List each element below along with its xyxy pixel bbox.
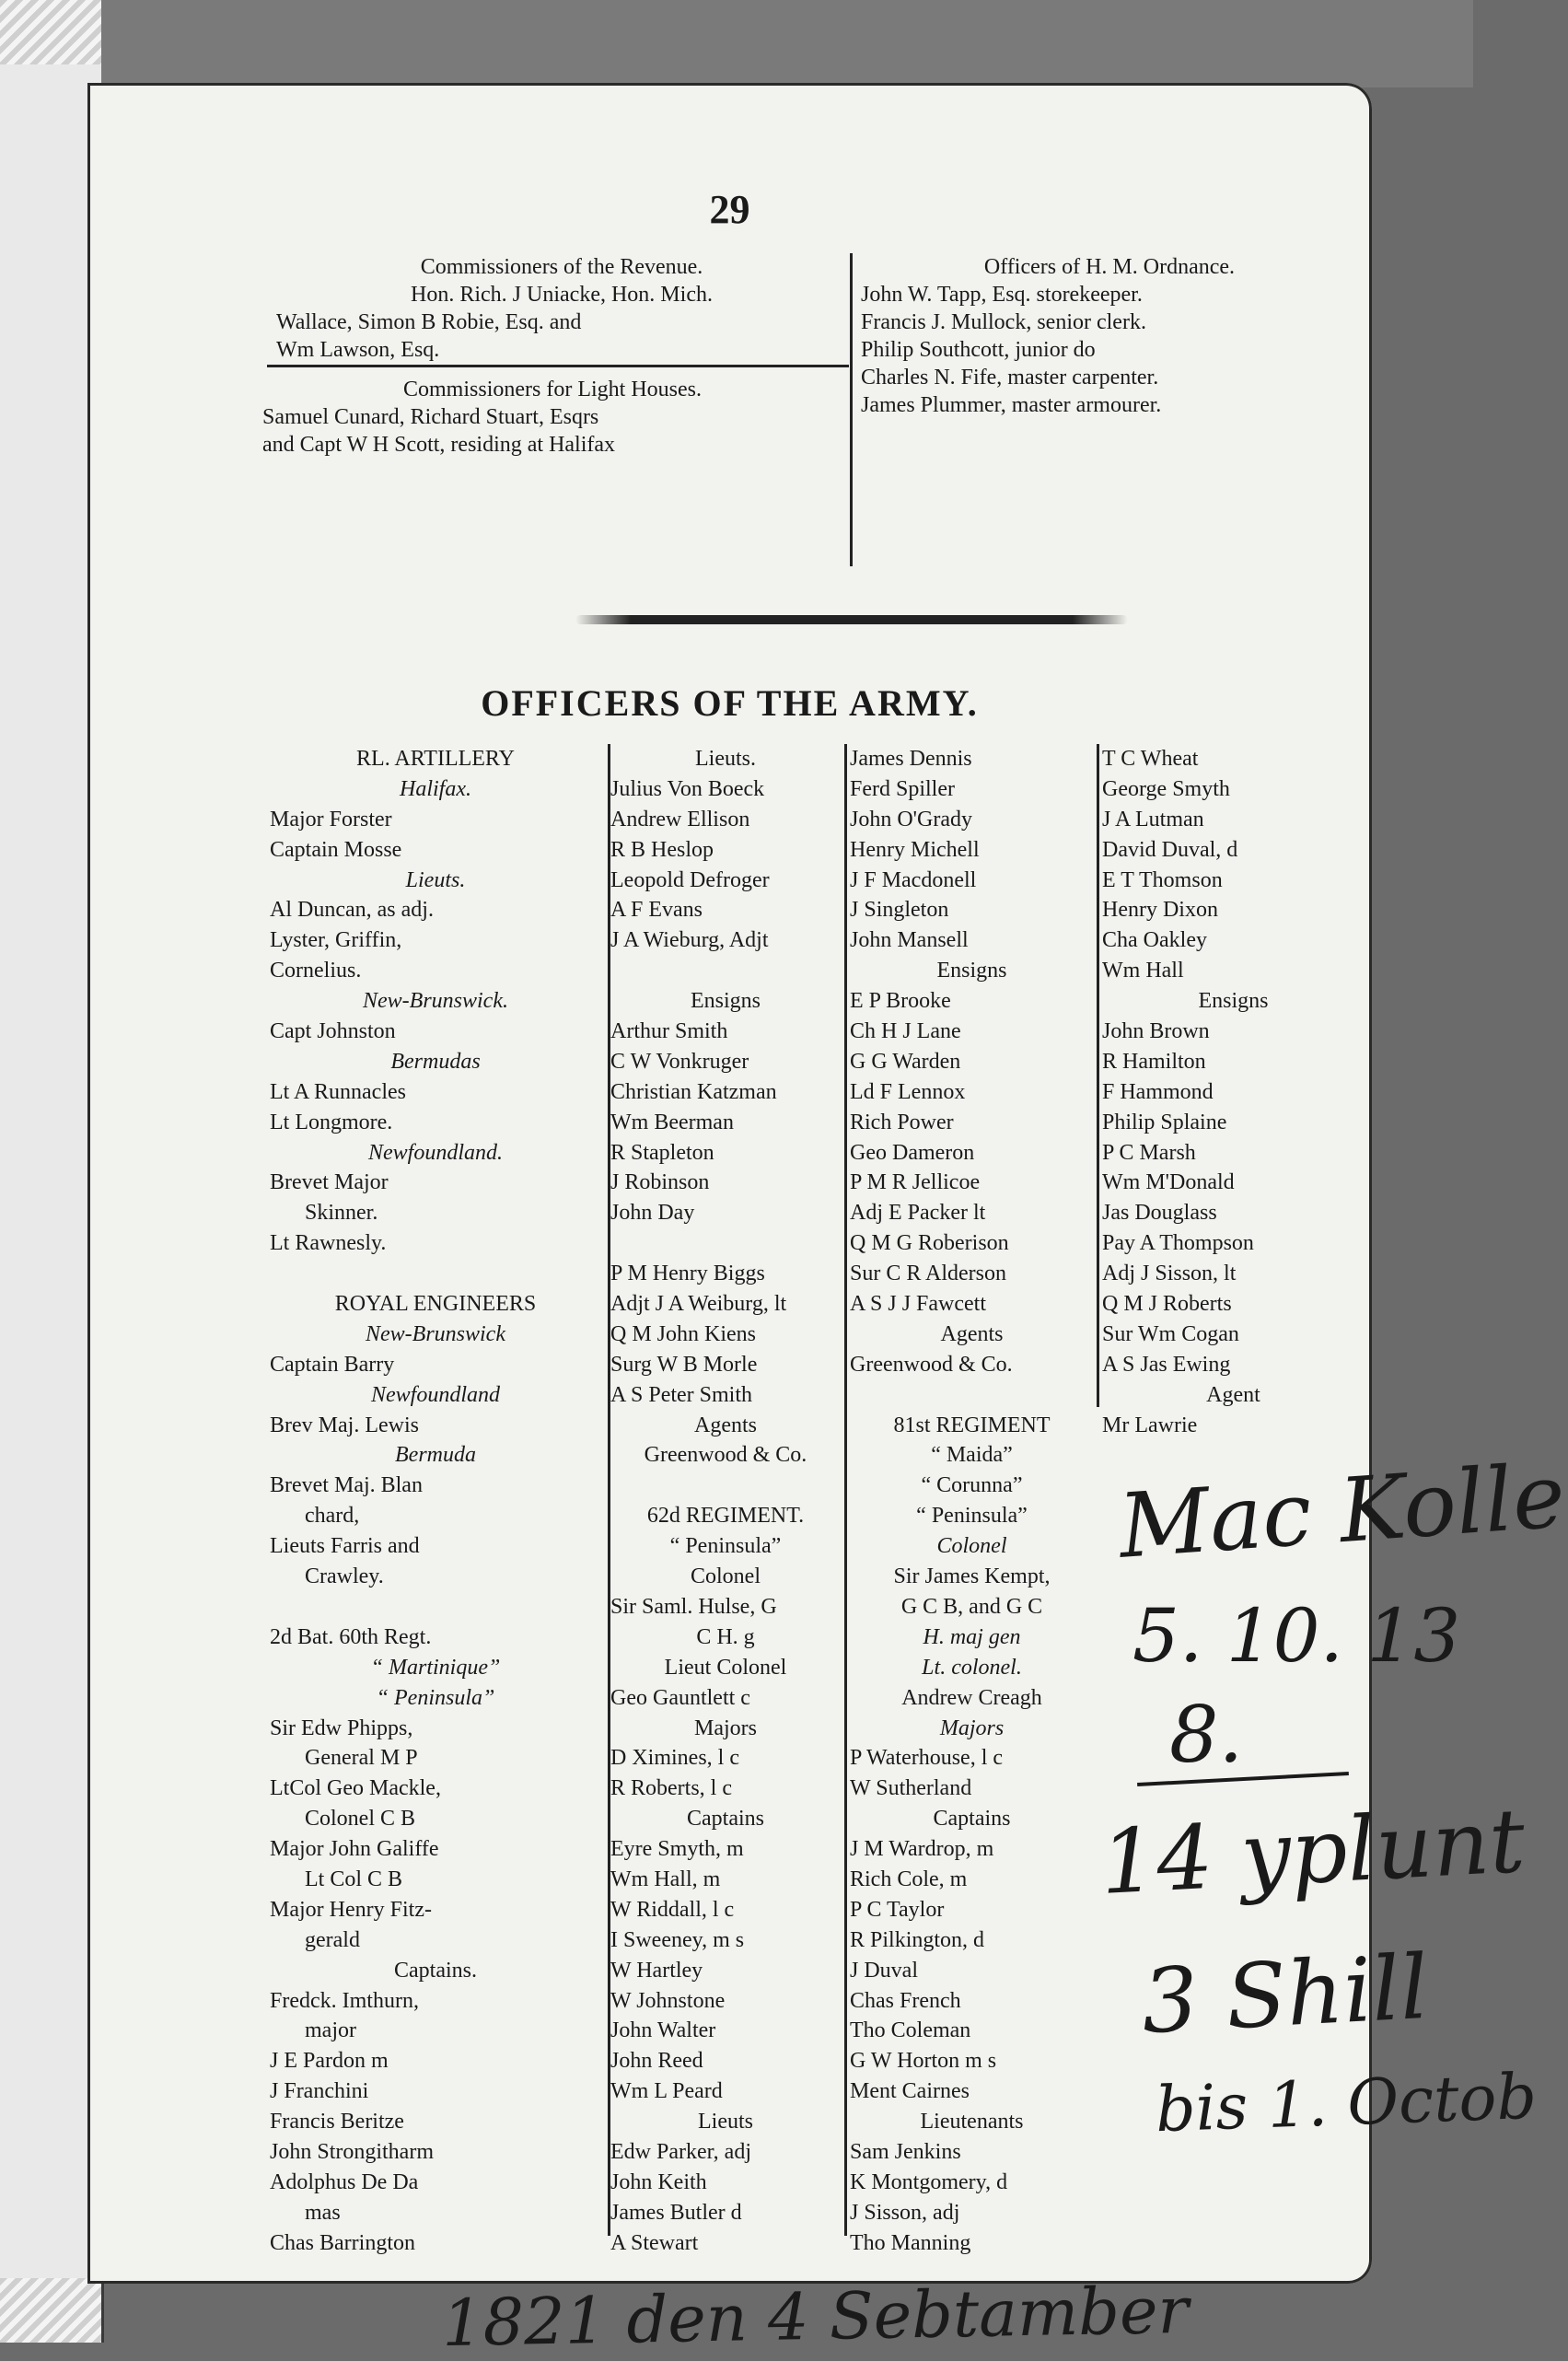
ordnance-officers (861, 253, 1358, 419)
roster-entry: Lieutenants (920, 2110, 1024, 2134)
roster-entry: W Johnstone (610, 1988, 726, 2013)
roster-entry: 81st REGIMENT (893, 1413, 1051, 1437)
army-column-1 (270, 744, 601, 2259)
roster-entry: Sir James Kempt, (893, 1564, 1051, 1589)
roster-entry: James Dennis (850, 747, 972, 771)
roster-entry: E P Brooke (850, 989, 951, 1014)
roster-entry: J M Wardrop, m (850, 1837, 994, 1862)
roster-entry: P Waterhouse, l c (850, 1746, 1004, 1771)
roster-entry: Captains (687, 1807, 764, 1832)
roster-entry: mas (305, 2200, 341, 2225)
roster-entry: Sir Saml. Hulse, G (610, 1594, 777, 1619)
roster-entry: John O'Grady (850, 807, 972, 832)
roster-entry: 2d Bat. 60th Regt. (270, 1624, 432, 1649)
roster-entry: Sur Wm Cogan (1102, 1321, 1239, 1346)
roster-entry: C W Vonkruger (610, 1049, 749, 1074)
roster-entry (610, 956, 841, 986)
roster-entry: A S Peter Smith (610, 1382, 753, 1407)
roster-entry: D Ximines, l c (610, 1746, 739, 1771)
roster-entry: John Keith (610, 2169, 707, 2194)
roster-entry: George Smyth (1102, 776, 1230, 801)
roster-entry: Skinner. (305, 1201, 378, 1226)
roster-entry: John Walter (610, 2018, 716, 2043)
binding-stripe-bottom (0, 2278, 101, 2343)
roster-entry: Q M J Roberts (1102, 1292, 1232, 1317)
roster-entry: Ensigns (1198, 989, 1269, 1014)
roster-entry: Leopold Defroger (610, 867, 770, 892)
roster-entry: Henry Michell (850, 837, 980, 862)
column-divider (850, 253, 853, 566)
roster-entry: J Duval (850, 1958, 918, 1983)
roster-entry: Fredck. Imthurn, (270, 1988, 419, 2013)
ordnance-line: Philip Southcott, junior do (861, 338, 1096, 362)
roster-entry: John Brown (1102, 1019, 1210, 1044)
roster-entry: A S Jas Ewing (1102, 1352, 1231, 1377)
roster-entry: Newfoundland. (367, 1140, 503, 1165)
roster-entry: P C Marsh (1102, 1140, 1196, 1165)
roster-entry: John Day (610, 1201, 695, 1226)
handwritten-number: 8. (1169, 1690, 1244, 1780)
roster-entry: Colonel (691, 1564, 761, 1589)
roster-entry: R Hamilton (1102, 1049, 1206, 1074)
roster-entry: T C Wheat (1102, 747, 1199, 771)
roster-entry: G C B, and G C (900, 1594, 1043, 1619)
army-column-4 (1102, 744, 1365, 1440)
roster-entry: W Hartley (610, 1958, 703, 1983)
roster-entry (850, 1380, 1094, 1411)
roster-entry: New-Brunswick. (363, 989, 508, 1014)
roster-entry: Adj J Sisson, lt (1102, 1262, 1237, 1286)
roster-entry: Francis Beritze (270, 2110, 404, 2134)
revenue-line: Wallace, Simon B Robie, Esq. and (276, 310, 582, 334)
roster-entry: Agents (940, 1321, 1004, 1346)
roster-entry (270, 1259, 601, 1289)
ordnance-line: Charles N. Fife, master carpenter. (861, 366, 1159, 390)
roster-entry: F Hammond (1102, 1079, 1214, 1104)
roster-entry: Sir Edw Phipps, (270, 1716, 413, 1740)
roster-entry: 62d REGIMENT. (646, 1504, 805, 1529)
light-house-commissioners (262, 376, 842, 459)
roster-entry: Al Duncan, as adj. (270, 898, 434, 923)
roster-entry: Ment Cairnes (850, 2079, 970, 2104)
revenue-line: Wm Lawson, Esq. (276, 338, 440, 362)
roster-entry: I Sweeney, m s (610, 1927, 745, 1952)
roster-entry: E T Thomson (1102, 867, 1223, 892)
roster-entry: Mr Lawrie (1102, 1413, 1198, 1437)
roster-entry (610, 1471, 841, 1501)
roster-entry: Julius Von Boeck (610, 776, 765, 801)
roster-entry: Wm Beerman (610, 1110, 734, 1134)
ordnance-line: Francis J. Mullock, senior clerk. (861, 310, 1146, 334)
roster-entry: R Roberts, l c (610, 1776, 732, 1801)
roster-entry: “ Peninsula” (376, 1685, 495, 1710)
roster-entry: P C Taylor (850, 1897, 945, 1922)
roster-entry: Eyre Smyth, m (610, 1837, 744, 1862)
column-rule (608, 744, 610, 2236)
roster-entry: Agent (1206, 1382, 1260, 1407)
roster-entry: “ Maida” (931, 1443, 1013, 1468)
roster-entry: J E Pardon m (270, 2049, 389, 2074)
roster-entry: Major Henry Fitz- (270, 1897, 432, 1922)
roster-entry: Lyster, Griffin, (270, 928, 402, 953)
roster-entry: Halifax. (400, 776, 471, 801)
roster-entry: W Sutherland (850, 1776, 972, 1801)
roster-entry: James Butler d (610, 2200, 742, 2225)
roster-entry: R Stapleton (610, 1140, 714, 1165)
roster-entry: David Duval, d (1102, 837, 1238, 862)
roster-entry: C H. g (696, 1624, 755, 1649)
roster-entry: P M R Jellicoe (850, 1170, 981, 1195)
roster-entry: Ferd Spiller (850, 776, 955, 801)
roster-entry: Brevet Maj. Blan (270, 1473, 423, 1498)
column-rule (844, 744, 847, 2236)
roster-entry: Ch H J Lane (850, 1019, 961, 1044)
roster-entry: Andrew Ellison (610, 807, 750, 832)
roster-entry: Wm Hall, m (610, 1867, 721, 1891)
roster-entry: Brevet Major (270, 1170, 389, 1195)
army-column-2 (610, 744, 841, 2259)
roster-entry: Pay A Thompson (1102, 1231, 1254, 1256)
roster-entry: RL. ARTILLERY (356, 747, 515, 771)
roster-entry: Arthur Smith (610, 1019, 728, 1044)
roster-entry: R B Heslop (610, 837, 714, 862)
roster-entry: Geo Dameron (850, 1140, 975, 1165)
handwritten-name: Mac Kolle (1115, 1444, 1568, 1578)
roster-entry: Lt Rawnesly. (270, 1231, 387, 1256)
roster-entry: Colonel C B (305, 1807, 416, 1832)
roster-entry: Wm Hall (1102, 959, 1184, 983)
roster-entry: Andrew Creagh (901, 1685, 1042, 1710)
roster-entry: Captain Barry (270, 1352, 395, 1377)
roster-entry: Major John Galiffe (270, 1837, 439, 1862)
light-houses-title: Commissioners for Light Houses. (403, 378, 702, 401)
roster-entry: Tho Coleman (850, 2018, 971, 2043)
ordnance-line: John W. Tapp, Esq. storekeeper. (861, 283, 1143, 307)
document-page (87, 83, 1568, 2361)
roster-entry: G W Horton m s (850, 2049, 997, 2074)
roster-entry (270, 1592, 601, 1622)
roster-entry: Agents (694, 1413, 757, 1437)
roster-entry: Geo Gauntlett c (610, 1685, 750, 1710)
roster-entry: Q M John Kiens (610, 1321, 757, 1346)
roster-entry: Wm L Peard (610, 2079, 723, 2104)
handwritten-footer-date: 1821 den 4 Sebtamber (441, 2272, 1190, 2361)
scan-background (101, 0, 1473, 87)
roster-entry: Adj E Packer lt (850, 1201, 986, 1226)
roster-entry: New-Brunswick (366, 1321, 505, 1346)
roster-entry: Capt Johnston (270, 1019, 396, 1044)
roster-entry: Lt Col C B (305, 1867, 403, 1891)
roster-entry: Wm M'Donald (1102, 1170, 1235, 1195)
roster-entry: Henry Dixon (1102, 898, 1218, 923)
roster-entry (610, 1228, 841, 1259)
roster-entry: Captain Mosse (270, 837, 402, 862)
roster-entry: Tho Manning (850, 2230, 971, 2255)
roster-entry: John Strongitharm (270, 2139, 434, 2164)
roster-entry: J A Lutman (1102, 807, 1204, 832)
roster-entry: Ensigns (936, 959, 1007, 983)
ordnance-line: James Plummer, master armourer. (861, 393, 1162, 417)
roster-entry: Lt A Runnacles (270, 1079, 406, 1104)
roster-entry: chard, (305, 1504, 360, 1529)
roster-entry: Rich Power (850, 1110, 954, 1134)
roster-entry: “ Corunna” (921, 1473, 1023, 1498)
roster-entry: J Sisson, adj (850, 2200, 960, 2225)
roster-entry: J Franchini (270, 2079, 369, 2104)
roster-entry: Lieuts. (405, 867, 466, 892)
roster-entry: John Mansell (850, 928, 969, 953)
roster-entry: J F Macdonell (850, 867, 977, 892)
roster-entry: J A Wieburg, Adjt (610, 928, 769, 953)
army-column-3 (850, 744, 1094, 2259)
roster-entry: H. maj gen (923, 1624, 1021, 1649)
roster-entry: Brev Maj. Lewis (270, 1413, 419, 1437)
roster-entry: Greenwood & Co. (644, 1443, 807, 1468)
roster-entry: Adolphus De Da (270, 2169, 419, 2194)
roster-entry: Surg W B Morle (610, 1352, 758, 1377)
light-houses-line: and Capt W H Scott, residing at Halifax (262, 433, 616, 457)
page-number: 29 (709, 187, 750, 232)
roster-entry: Lieut Colonel (664, 1655, 787, 1680)
roster-entry: gerald (305, 1927, 360, 1952)
roster-entry: Major Forster (270, 807, 392, 832)
roster-entry: ROYAL ENGINEERS (334, 1292, 537, 1317)
handwritten-note: 3 Shill (1139, 1935, 1432, 2054)
roster-entry: Majors (694, 1716, 757, 1740)
roster-entry: J Singleton (850, 898, 949, 923)
roster-entry: Lieuts. (695, 747, 756, 771)
roster-entry: Bermudas (390, 1049, 481, 1074)
revenue-line: Hon. Rich. J Uniacke, Hon. Mich. (411, 283, 713, 307)
roster-entry: Lt. colonel. (922, 1655, 1022, 1680)
roster-entry: Philip Splaine (1102, 1110, 1227, 1134)
roster-entry: Q M G Roberison (850, 1231, 1009, 1256)
roster-entry: Colonel (936, 1534, 1007, 1559)
roster-entry: Sam Jenkins (850, 2139, 961, 2164)
roster-entry: W Riddall, l c (610, 1897, 735, 1922)
binding-stripe-top (0, 0, 101, 64)
roster-entry: Lt Longmore. (270, 1110, 393, 1134)
roster-entry: Captains. (394, 1958, 477, 1983)
roster-entry: Cornelius. (270, 959, 362, 983)
roster-entry: Crawley. (305, 1564, 384, 1589)
revenue-commissioners (276, 253, 847, 364)
ordnance-title: Officers of H. M. Ordnance. (983, 255, 1236, 279)
roster-entry: Sur C R Alderson (850, 1262, 1007, 1286)
roster-entry: Lieuts (698, 2110, 753, 2134)
light-houses-line: Samuel Cunard, Richard Stuart, Esqrs (262, 405, 599, 429)
roster-entry: Chas French (850, 1988, 961, 2013)
roster-entry: Rich Cole, m (850, 1867, 968, 1891)
handwritten-note: 14 yplunt (1098, 1789, 1527, 1914)
roster-entry: General M P (305, 1746, 418, 1771)
roster-entry: “ Peninsula” (669, 1534, 782, 1559)
roster-entry: major (305, 2018, 356, 2043)
ornamental-rule (575, 615, 1128, 624)
roster-entry: Bermuda (395, 1443, 476, 1468)
roster-entry: Christian Katzman (610, 1079, 777, 1104)
roster-entry: G G Warden (850, 1049, 961, 1074)
handwritten-date: 5. 10. 13 (1132, 1593, 1461, 1679)
roster-entry: Majors (939, 1716, 1005, 1740)
roster-entry: Cha Oakley (1102, 928, 1207, 953)
roster-entry: Ensigns (690, 989, 761, 1014)
roster-entry: “ Martinique” (370, 1655, 501, 1680)
revenue-title: Commissioners of the Revenue. (420, 255, 703, 279)
column-rule (1097, 744, 1099, 1407)
roster-entry: LtCol Geo Mackle, (270, 1776, 441, 1801)
roster-entry: P M Henry Biggs (610, 1262, 765, 1286)
roster-entry: John Reed (610, 2049, 703, 2074)
roster-entry: R Pilkington, d (850, 1927, 985, 1952)
roster-entry: Greenwood & Co. (850, 1352, 1013, 1377)
roster-entry: Adjt J A Weiburg, lt (610, 1292, 787, 1317)
roster-entry: K Montgomery, d (850, 2169, 1008, 2194)
roster-entry: A F Evans (610, 898, 703, 923)
roster-entry: “ Peninsula” (916, 1504, 1028, 1529)
roster-entry: Edw Parker, adj (610, 2139, 751, 2164)
roster-entry: Newfoundland (370, 1382, 500, 1407)
roster-entry: A Stewart (610, 2230, 699, 2255)
roster-entry: J Robinson (610, 1170, 710, 1195)
roster-entry: Captains (933, 1807, 1011, 1832)
section-divider (267, 365, 849, 367)
roster-entry: Lieuts Farris and (270, 1534, 420, 1559)
roster-entry: Chas Barrington (270, 2230, 415, 2255)
roster-entry: A S J J Fawcett (850, 1292, 987, 1317)
roster-entry: Jas Douglass (1102, 1201, 1217, 1226)
handwritten-note: bis 1. Octob (1154, 2060, 1539, 2147)
army-section-title: OFFICERS OF THE ARMY. (481, 682, 979, 724)
roster-entry: Ld F Lennox (850, 1079, 966, 1104)
